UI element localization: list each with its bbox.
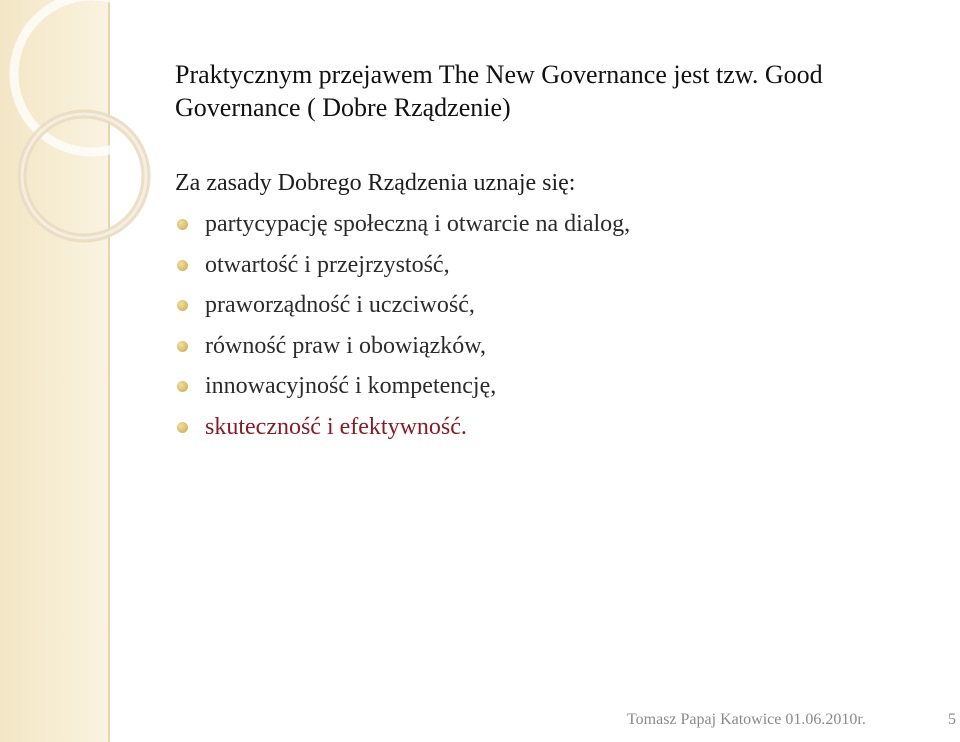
list-item-text: równość praw i obowiązków, <box>205 332 487 359</box>
bullet-icon <box>177 422 188 433</box>
decorative-side-panel <box>0 0 108 742</box>
list-item <box>175 407 915 448</box>
list-item <box>175 245 915 286</box>
slide-content <box>175 58 915 447</box>
bullet-icon <box>177 300 188 311</box>
bullet-icon <box>177 260 188 271</box>
list-item <box>175 326 915 367</box>
principles-list <box>175 204 915 447</box>
list-item-text: skuteczność i efektywność. <box>205 413 467 440</box>
bullet-icon <box>177 219 188 230</box>
side-panel-divider <box>108 0 110 742</box>
list-item-text: partycypację społeczną i otwarcie na dialog, <box>205 211 631 237</box>
principles-heading: Za zasady Dobrego Rządzenia uznaje się: <box>175 170 576 196</box>
page-number: 5 <box>948 711 956 728</box>
list-item-text: innowacyjność i kompetencję, <box>205 373 497 399</box>
list-item <box>175 204 915 245</box>
list-item <box>175 285 915 326</box>
list-item <box>175 366 915 407</box>
footer-author-date: Tomasz Papaj Katowice 01.06.2010r. <box>627 711 866 728</box>
intro-text: Praktycznym przejawem The New Governance jest tzw. Good Governance ( Dobre Rządzenie) <box>175 60 823 122</box>
list-item-text: otwartość i przejrzystość, <box>205 251 450 278</box>
slide-footer <box>0 708 960 732</box>
list-item-text: praworządność i uczciwość, <box>205 292 475 318</box>
bullet-icon <box>177 381 188 392</box>
bullet-icon <box>177 341 188 352</box>
